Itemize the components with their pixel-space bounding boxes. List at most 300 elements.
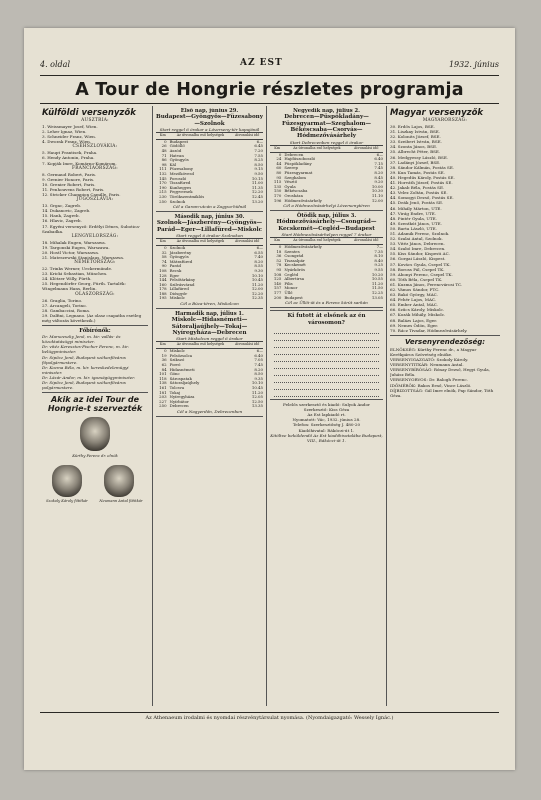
time-cell: 12.05 (251, 394, 263, 400)
km-cell: 19 (161, 352, 167, 358)
rider-entry: 50. Barta László, UTE. (390, 225, 437, 231)
km-cell: 170 (159, 180, 167, 186)
town-cell: Vésztő (284, 179, 298, 185)
stage-start: Start reggel 6 órakor a Lóverseny-tér kapujánál (159, 127, 260, 133)
rider-entry: 30. Erdős Lajos, BSE. (390, 124, 435, 129)
rider-entry: 8. Germaud Robert, Paris. (42, 171, 97, 177)
header-rule (40, 75, 499, 76)
publisher-line: Az Est lapkiadó rt. (307, 412, 346, 418)
divider (270, 399, 383, 400)
town-cell: Forró (169, 362, 181, 368)
country-label: JUGOSZLÁVIA: (76, 197, 114, 203)
town-cell: Szentes (284, 248, 300, 254)
rider-entry: 32. Kolonits József, BSE. (390, 134, 441, 140)
km-cell: 215 (159, 189, 167, 195)
time-cell: 12.35 (251, 295, 263, 301)
rider-entry: 11. Penhouvens Robert, Paris. (42, 186, 105, 192)
town-cell: Parád (169, 263, 182, 269)
time-cell: 12.50 (251, 398, 263, 404)
town-cell: Budapest (284, 294, 303, 300)
time-cell: 12.20 (251, 290, 263, 296)
km-cell: 36 (161, 357, 167, 363)
divider (156, 416, 263, 417)
town-cell: Szolnok (169, 244, 186, 250)
country-label: FRANCIAORSZÁG: (71, 165, 119, 171)
rider-entry: 66. Szűcs Károly, Miskolc. (390, 307, 445, 313)
column-divider (386, 106, 387, 706)
town-cell: Törökszentmiklós (169, 193, 205, 199)
foreign-riders-heading: Külföldi versenyzők (42, 108, 136, 118)
rider-entry: 45. Deák Jenő, Postás SE. (390, 200, 444, 206)
town-cell: Fegyvernek (169, 189, 193, 195)
organizer-photos (42, 413, 148, 509)
rider-entry: 35. Albrecht Péter, BSE. (390, 149, 441, 155)
country-label: AUSZTRIA: (81, 118, 109, 123)
town-cell: Szolnok (169, 198, 186, 204)
rider-entry: 12. Stricker Champion Camille, Paris. (42, 192, 121, 198)
rider-entry: 2. Leher Ignaz, Wien. (42, 129, 87, 135)
organizers-title: Akik az idei Tour de Hongrie-t szervezték (47, 395, 143, 414)
imprint: Az Athenaeum irodalmi és nyomdai részvénytársulat nyomása. (Nyomdaigazgató: Wessely Ignác.) (145, 715, 394, 721)
time-cell: 7.45 (374, 165, 383, 171)
rider-entry: 34. Szonta János, BSE. (390, 144, 438, 150)
organizer-entry: VERSENYIGAZGATÓ: Szokoly Károly. (390, 357, 469, 363)
country-label: MAGYARORSZÁG: (422, 118, 468, 123)
rider-entry: 27. Arcangeli, Torino. (42, 302, 87, 308)
rider-entry: 3. Schneider Franz, Wien. (42, 134, 97, 140)
time-cell: 8.20 (374, 170, 383, 175)
divider (156, 308, 263, 309)
km-cell: 18 (276, 248, 282, 254)
time-cell: 10.10 (251, 272, 263, 278)
stage-day: Első nap, június 29. (180, 108, 239, 114)
stage-finish: Cél a Nagyerdőn, Debrecenben (176, 409, 243, 414)
stage-start: Start reggel 6 órakor Szolnokon (176, 233, 243, 239)
rider-entry: 26. Graglia, Torino. (42, 297, 83, 303)
rider-entry: 19. Targonski Eugen, Warszawa. (42, 244, 110, 250)
judge-entry: Dr. Sipőcz Jenő, Budapest székesfőváros főpolgármestere. (42, 354, 126, 365)
rider-entry: 47. Virág Endre, UTE. (390, 210, 437, 216)
km-cell: 80 (276, 170, 282, 175)
town-cell: Poroszló (169, 175, 187, 181)
km-cell: 230 (159, 193, 167, 199)
country-label: LENGYELORSZÁG: (71, 233, 119, 239)
judge-entry: Dr. Lázár Andor, m. kir. igazságügyminiszter. (42, 374, 136, 380)
km-cell: 161 (159, 385, 167, 391)
town-cell: Eger (169, 272, 180, 278)
publisher-line: Telefon: Szerkesztőség J. 480-20 (292, 422, 361, 428)
town-cell: Hidasnémeti (169, 366, 195, 372)
town-cell: Felsőzsolca (169, 352, 193, 358)
town-cell: Füzesgyarmat (284, 170, 313, 175)
time-cell: 11.20 (251, 389, 263, 395)
km-cell: 203 (159, 394, 167, 400)
photo-caption: Szokoly Károly főtitkár (46, 499, 88, 504)
column-header: Átvonulási idő (231, 239, 263, 246)
page-date: 1932. június (448, 60, 499, 69)
page-header (40, 60, 499, 74)
town-cell: Békéscsaba (284, 188, 308, 194)
rider-entry: 14. Dukanovic, Zagreb. (42, 208, 91, 214)
stage-day: Negyedik nap, július 2. (293, 108, 360, 114)
rider-entry: 31. Liszkay István, BSE. (390, 129, 441, 135)
town-cell: Cegléd (284, 271, 299, 277)
organization-heading: Versenyrendezőség: (404, 337, 486, 346)
judge-entry: Dr. Sipőcz Jenő, Budapest székesfőváros polgármestere. (42, 380, 126, 391)
rider-entry: 46. Mihály Márton, UTE. (390, 205, 442, 211)
stage-table (156, 341, 263, 409)
town-cell: Orosháza (284, 192, 303, 198)
time-cell: 7— (376, 243, 383, 249)
organizer-entry: DÍJBIZOTTSÁG: Gál Imre elnök, Pap Sándor, Tóth Géza. (390, 387, 494, 398)
rider-entry: 43. Velez Zoltán, Postás SE. (390, 190, 448, 196)
time-cell: 11.35 (251, 184, 263, 190)
town-cell: Kecskemét (284, 262, 306, 268)
masthead: AZ EST (240, 58, 283, 68)
rider-entry: 25. Hegendörfer Georg, Fürth. Tartalék: Wingelmann Hans, Berlin. (42, 281, 126, 292)
foreign-riders-column (42, 108, 148, 708)
time-cell: 7.40 (254, 254, 263, 260)
divider (390, 335, 500, 336)
stage-route: Budapest—Gyöngyös—Füzesabony—Szolnok (156, 114, 263, 127)
publisher-box (270, 402, 383, 433)
rider-entry: 29. Dalfini, Legnano. (Az olasz csapatba esetleg még változás következik.) (42, 312, 142, 323)
time-cell: 8.10 (374, 253, 383, 259)
stage-route: Miskolc—Hidasnémeti—Sátoraljaújhely—Tokaj—Nyíregyháza—Debrecen (171, 317, 248, 337)
km-cell: 181 (159, 389, 167, 395)
answer-line (274, 383, 379, 390)
town-cell: Sátoraljaújhely (169, 380, 200, 386)
country-label: NÉMETORSZÁG: (74, 260, 116, 266)
town-cell: Gönc (169, 371, 180, 377)
rider-entry: 41. Horváth József, Postás SE. (390, 180, 453, 186)
km-cell: 160 (159, 281, 167, 287)
stage-table (156, 132, 263, 204)
time-cell: 9.35 (254, 375, 263, 381)
km-cell: 178 (159, 286, 167, 292)
town-cell: Gyöngyös (169, 254, 189, 260)
time-cell: 11.20 (371, 280, 383, 286)
town-cell: Gyöngyös (169, 157, 189, 163)
rider-entry: 69. Nemes Ödön, Eger. (390, 322, 439, 328)
town-cell: Mezőkövesd (169, 170, 194, 176)
organizer-entry: IDŐMÉRŐK: Bakos Ernő, Vince László. (390, 382, 472, 388)
publisher-line: Szerkesztő: Kiss Géza (303, 407, 350, 413)
foreign-riders-list (42, 118, 148, 323)
km-cell: 62 (161, 362, 167, 368)
km-cell: 24 (276, 156, 282, 162)
stage-route: Hódmezővásárhely—Csongrád—Kecskemét—Cegléd—Budapest (276, 219, 377, 232)
km-cell: 250 (159, 198, 167, 204)
stages-list (270, 108, 383, 308)
km-cell: 60 (276, 165, 282, 171)
country-label: CSEHSZLOVÁKIA: (72, 144, 118, 150)
town-cell: Sárospatak (169, 375, 192, 381)
town-cell: Budapest (169, 138, 189, 144)
town-cell: Miskolc (169, 295, 185, 301)
column-header: Átvonulási idő (231, 133, 263, 140)
time-cell: 7.20 (254, 148, 263, 153)
km-cell: 0 (278, 243, 282, 249)
time-cell: 10.45 (251, 385, 263, 391)
time-cell: 6.45 (254, 143, 263, 149)
time-cell: 8.40 (374, 257, 383, 263)
rider-entry: 63. Bakó György, MAC. (390, 292, 438, 298)
rider-entry: 70. Rácz Tivadar, Hódmezővásárhely. (390, 327, 468, 333)
rider-entry: 60. Tóth Béla, Csepel TK. (390, 276, 443, 282)
time-cell: 8.50 (254, 161, 263, 167)
time-cell: 6— (256, 244, 263, 250)
town-cell: Füzesabony (169, 166, 193, 172)
divider (270, 310, 383, 311)
stage-finish: Cél a Búza-téren, Miskolcon (180, 301, 239, 307)
km-cell: 44 (276, 160, 282, 166)
rider-entry: 65. Ember Antal, MAC. (390, 302, 439, 308)
town-cell: Hatvan (169, 152, 184, 158)
rider-entry: 4. Dworak Franz, Wien. (42, 139, 92, 145)
rider-entry: 18. Mihalak Eugen, Warszawa. (42, 239, 107, 245)
column-header: Átvonulási idő (349, 238, 383, 245)
km-cell: 145 (159, 175, 167, 181)
stage-route: Debrecen—Püspökladány—Füzesgyarmat—Szeghalom—Békéscsaba—Csorvás—Hódmezővásárhely (281, 114, 372, 140)
publisher-line: Kiadóhivatal: Rákóczi-út 1. (298, 427, 355, 433)
judges-heading: Főbírónők: (79, 328, 111, 334)
answer-lines (270, 327, 383, 397)
column-header: Km (270, 238, 284, 245)
km-cell: 125 (273, 276, 282, 282)
town-cell: Diósgyőr (169, 290, 188, 296)
km-cell: 86 (161, 157, 167, 163)
km-cell: 0 (278, 151, 282, 157)
footer-rule (40, 712, 499, 713)
km-cell: 32 (161, 249, 167, 255)
column-header: Km (156, 239, 170, 246)
stage-finish: Cél a Hódmezővásárhelyi Lóversenytéren (283, 203, 370, 209)
km-cell: 140 (273, 280, 282, 286)
stage-finish: Cél a Garam-utcán a Zagyva-hídnál (172, 204, 247, 210)
time-cell: 8.45 (374, 174, 383, 180)
photo-caption: Kürthy Ferenc dr. elnök (72, 453, 118, 459)
organizer-entry: VERSENYORVOS: Dr. Balogh Ferenc. (390, 377, 468, 383)
km-cell: 138 (159, 380, 167, 386)
rider-entry: 33. Szeibert István, BSE. (390, 139, 442, 145)
town-cell: Pilis (284, 280, 293, 286)
km-cell: 190 (159, 184, 167, 190)
time-cell: 7.35 (374, 248, 383, 254)
town-cell: Üllő (284, 289, 293, 295)
rider-entry: 42. Jakab Béla, Postás SE. (390, 185, 445, 191)
page-title: A Tour de Hongrie részletes programja (75, 80, 464, 100)
town-cell: Lillafüred (169, 286, 189, 292)
rider-entry: 22. Trinks Werner, Ueckermünde. (42, 266, 113, 272)
column-header: Km (156, 342, 170, 349)
column-header: Átvonulási idő (231, 342, 263, 349)
rider-entry: 55. Kiss Sándor, Kispesti AC. (390, 251, 450, 257)
rider-entry: 6. Hendy Antonin, Praha. (42, 155, 95, 161)
organizer-entry: ELNÖKSÉG: Kürthy Ferenc dr., a Magyar Kerékpáros Szövetség elnöke. (390, 346, 477, 357)
rider-entry: 38. Sándor Kálmán, Postás SE. (390, 164, 455, 170)
km-cell: 58 (161, 254, 167, 260)
town-cell: Recsk (169, 267, 182, 273)
town-cell: Gödöllő (169, 143, 185, 149)
time-cell: 11.20 (251, 281, 263, 287)
column-header: Az útvonalba eső helységek (284, 238, 349, 245)
town-cell: Tiszaalpár (284, 257, 305, 263)
stage-day: Második nap, június 30. (174, 214, 245, 221)
stage-route: Szolnok—Jászberény—Gyöngyös—Parád—Eger—Lillafüred—Miskolc (156, 220, 263, 233)
time-cell: 6.40 (374, 156, 383, 162)
town-cell: Kunhegyes (169, 184, 192, 190)
town-cell: Nyíregyháza (169, 394, 195, 400)
time-cell: 10.30 (371, 188, 383, 194)
answer-line (274, 327, 379, 334)
town-cell: Miskolc (169, 348, 185, 354)
rider-entry: 37. Ladányi József, BSE. (390, 159, 441, 165)
answer-line (274, 369, 379, 376)
organizer-entry: VERSENYTITKÁR: Neumann Antal. (390, 362, 464, 368)
rider-entry: 23. Kricki Sebastian, München. (42, 271, 108, 277)
km-cell: 0 (164, 244, 167, 250)
hungarian-riders-heading: Magyar versenyzők (390, 108, 484, 118)
time-cell: 8.55 (254, 263, 263, 269)
organizer-photo (52, 465, 82, 497)
rider-entry: 68. Balázs Lajos, Eger. (390, 317, 438, 323)
publisher-line: Felelős szerkesztő és kiadó: Sulyok Andor (283, 402, 370, 408)
time-cell: 6— (256, 348, 263, 354)
town-cell: Monor (284, 285, 298, 291)
time-cell: 9.50 (254, 170, 263, 176)
town-cell: Debrecen (169, 403, 189, 409)
answer-line (274, 376, 379, 383)
km-cell: 111 (159, 166, 167, 172)
km-cell: 36 (276, 253, 282, 259)
stage-day: Ötödik nap, július 3. (296, 213, 357, 220)
time-cell: 13.35 (251, 403, 263, 409)
town-cell: Jászberény (169, 249, 192, 255)
rider-entry: 5. Haupt Frantisek, Praha. (42, 150, 98, 156)
town-cell: Szikszó (169, 357, 185, 363)
rider-entry: 28. Gambaccini, Roma. (42, 307, 91, 313)
km-cell: 108 (159, 267, 167, 273)
km-cell: 48 (161, 148, 167, 153)
time-cell: 10.45 (251, 277, 263, 283)
km-cell: 98 (161, 161, 167, 167)
town-cell: Mátrafüred (169, 258, 193, 264)
title-rule (40, 103, 499, 104)
time-cell: 8.20 (254, 366, 263, 372)
rider-entry: 1. Weissmayer Josef, Wien. (42, 124, 98, 129)
stage-start: Start Miskolcon reggel 6 órakor (176, 336, 243, 342)
rider-entry: 49. Szentkút János, UTE. (390, 220, 442, 226)
time-cell: 6.55 (254, 249, 263, 255)
judge-entry: Dr. Marsovszky Jenő, m. kir. vallás- és közoktatásügyi miniszter. (42, 334, 121, 345)
km-cell: 195 (159, 295, 167, 301)
town-cell: Gyula (284, 183, 296, 189)
km-cell: 128 (159, 272, 167, 278)
country-label: OLASZORSZÁG: (75, 291, 115, 297)
km-cell: 84 (161, 366, 167, 372)
rider-entry: 24. Klötzer Willy, Fürth. (42, 276, 92, 282)
km-cell: 78 (276, 262, 282, 268)
town-cell: Albertirsa (284, 276, 305, 282)
answer-line (274, 362, 379, 369)
town-cell: Felsőtárkány (169, 277, 196, 283)
rider-entry: 20. Hostl Victor, Warszawa. (42, 249, 100, 255)
km-cell: 157 (273, 285, 282, 291)
stage-table (270, 145, 383, 203)
time-cell: 8.20 (254, 258, 263, 264)
time-cell: 9.20 (374, 179, 383, 185)
rider-entry: 44. Somogyi Dezső, Postás SE. (390, 195, 454, 201)
town-cell: Tiszafüred (169, 180, 191, 186)
rider-entry: 58. Boross Pál, Csepel TK. (390, 266, 445, 272)
time-cell: 7.45 (254, 362, 263, 368)
time-cell: 13.05 (371, 294, 383, 300)
stage-start: Start Debrecenben reggel 6 órakor (289, 139, 364, 145)
km-cell: 196 (273, 197, 282, 203)
km-cell: 95 (276, 266, 282, 272)
coupon-footer: Kitöltve beküldendő Az Est kiadóhivatalába Budapest, VIII., Rákóczi-út 1. (270, 432, 383, 443)
rider-entry: 40. Hegedűs Károly, Postás SE. (390, 174, 455, 180)
town-cell: Hajdúszoboszló (284, 156, 316, 162)
km-cell: 170 (273, 192, 282, 198)
town-cell: Aszód (169, 148, 182, 153)
answer-line (274, 390, 379, 397)
rider-entry: 16. Hlavic, Zagreb. (42, 218, 82, 224)
rider-entry: 15. Hank, Zagreb. (42, 213, 80, 219)
rider-entry: 36. Medgyessy László, BSE. (390, 154, 449, 160)
divider (42, 392, 148, 393)
question-heading: Ki futott át elsőnek az én városomon? (287, 313, 366, 327)
page-number: 4. oldal (40, 60, 70, 69)
km-cell: 118 (159, 375, 167, 381)
rider-entry: 64. Fehér Lajos, MAC. (390, 297, 437, 303)
time-cell: 12.00 (251, 286, 263, 292)
answer-line (274, 348, 379, 355)
rider-entry: 13. Grgac, Zagreb. (42, 203, 82, 209)
column-header: Az útvonalba eső helységek (170, 133, 232, 140)
town-cell: Nyírbátor (169, 398, 189, 404)
km-cell: 250 (159, 403, 167, 409)
rider-entry: 56. Gorgai László, Kispest. (390, 256, 446, 262)
town-cell: Püspökladány (284, 160, 312, 166)
km-cell: 0 (164, 138, 167, 144)
km-cell: 71 (161, 152, 167, 158)
hungarian-riders-column (390, 108, 500, 708)
time-cell: 9.25 (374, 262, 383, 268)
hungarian-riders-list (390, 124, 500, 333)
km-cell: 177 (273, 289, 282, 295)
column-divider (152, 106, 153, 706)
town-cell: Nyárkőrös (284, 266, 306, 272)
town-cell: Szilvásvárad (169, 281, 195, 287)
km-cell: 135 (273, 183, 282, 189)
rider-entry: 53. Vitéz János, Debrecen. (390, 241, 445, 247)
column-header: Átvonulási idő (349, 145, 383, 152)
rider-entry: 21. Mateszewski Stanislaus, Warszawa. (42, 254, 125, 260)
time-cell: 11.50 (371, 285, 383, 291)
stages-column-2 (270, 108, 383, 708)
rider-entry: 17. Egyéni versenyző: Erdélyi Dénes, Subotica-Szabadka. (42, 223, 141, 234)
km-cell: 200 (273, 294, 282, 300)
time-cell: 12.00 (371, 197, 383, 203)
divider (270, 307, 383, 308)
time-cell: 6— (376, 151, 383, 157)
answer-line (274, 341, 379, 348)
town-cell: Szerep (284, 165, 298, 171)
town-cell: Hódmezővásárhely (284, 197, 322, 203)
rider-entry: 59. Abonyi Ferenc, Csepel TK. (390, 271, 453, 277)
